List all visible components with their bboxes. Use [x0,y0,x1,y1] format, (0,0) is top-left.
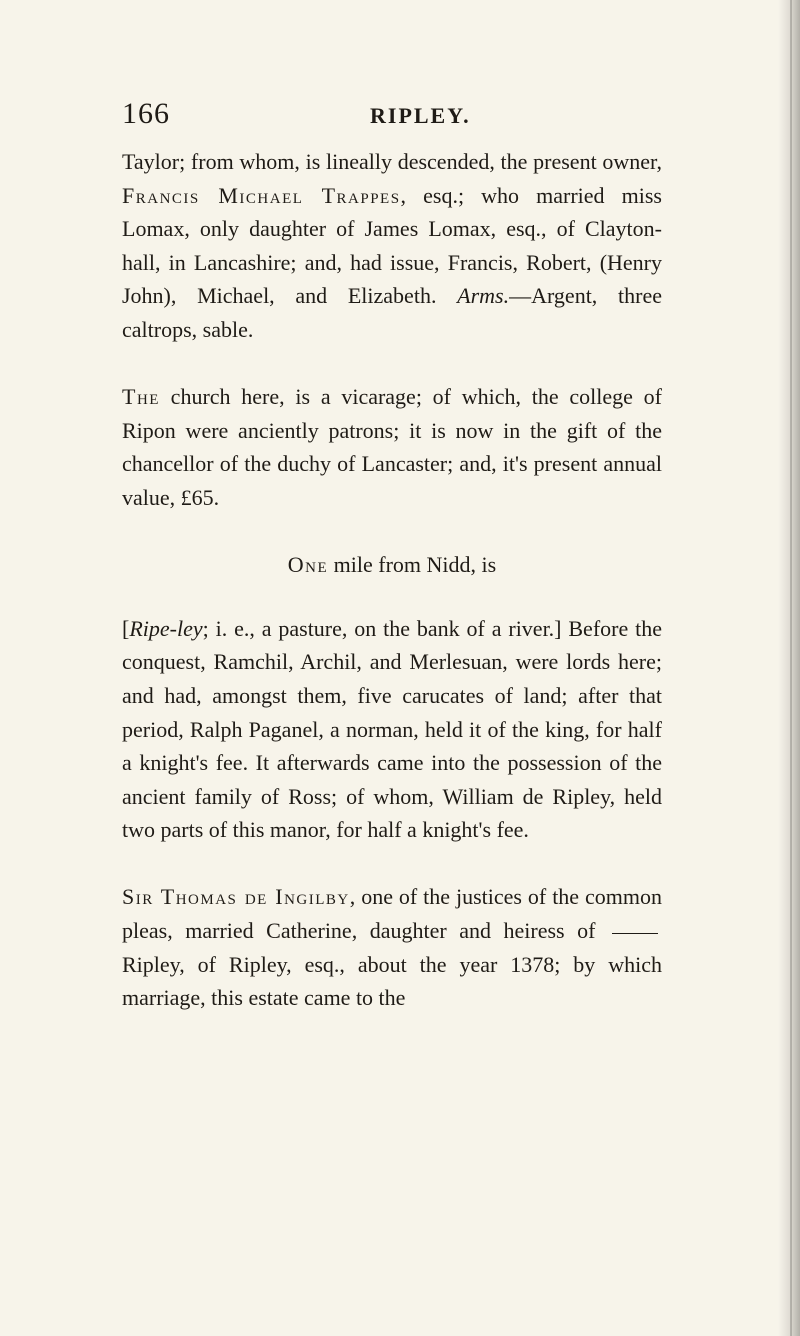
person-name: Francis Michael Trappes [122,182,401,208]
paragraph-distance [122,548,662,582]
blank-dash [612,933,658,934]
bracket: [ [122,615,130,641]
paragraph-text: Before the conquest, Ramchil, Archil, and Merlesuan, were lords here; and had, amongst them, five carucates of land; after that period, Ralph Paganel, a norman, held it of the king, for half a knight's fee. It afterwards came into the possession of the ancient family of Ross; of whom, William de Ripley, held two parts of this manor, for half a knight's fee. [122,615,662,843]
paragraph-trappes [122,145,662,347]
page-edge-line [790,0,792,1336]
paragraph-text: mile from Nidd, is [328,552,497,578]
arms-label: Arms. [457,283,510,309]
paragraph-text: ; i. e., a pasture, on the bank of a river.] [202,615,562,641]
page-edge-shadow [778,0,800,1336]
lead-word: The [122,384,160,410]
paragraph-text: , one of the justices of the common pleas, married Catherine, daughter and heiress of [122,884,662,944]
paragraph-text: , esq.; who married miss Lomax, only daughter of James Lomax, esq., of Clayton-hall, in Lancashire; and, had issue, Francis, Robert, (Henry John), Michael, and Elizabeth. [122,182,662,309]
page-header [122,94,642,134]
running-head: RIPLEY. [370,103,471,128]
body-text [122,145,662,1015]
etymology: Ripe-ley [129,615,203,641]
paragraph-ripley [122,612,662,847]
paragraph-gap [122,347,662,381]
paragraph-church [122,380,662,514]
paragraph-gap [122,847,662,881]
paragraph-text: Ripley, of Ripley, esq., about the year 1378; by which marriage, this estate came to the [122,951,662,1011]
paragraph-ingilby [122,880,662,1014]
paragraph-text: Taylor; from whom, is lineally descended, the present owner, [122,149,662,174]
paragraph-gap [122,515,662,549]
paragraph-text: church here, is a vicarage; of which, the college of Ripon were anciently patrons; it is now in the gift of the chancellor of the duchy of Lancaster; and, it's present annual value, £65. [122,384,662,510]
lead-word: One [287,552,329,578]
person-name: Sir Thomas de Ingilby [122,884,350,910]
paragraph-text: —Argent, three caltrops, sable. [122,283,662,342]
page-number: 166 [122,97,170,130]
